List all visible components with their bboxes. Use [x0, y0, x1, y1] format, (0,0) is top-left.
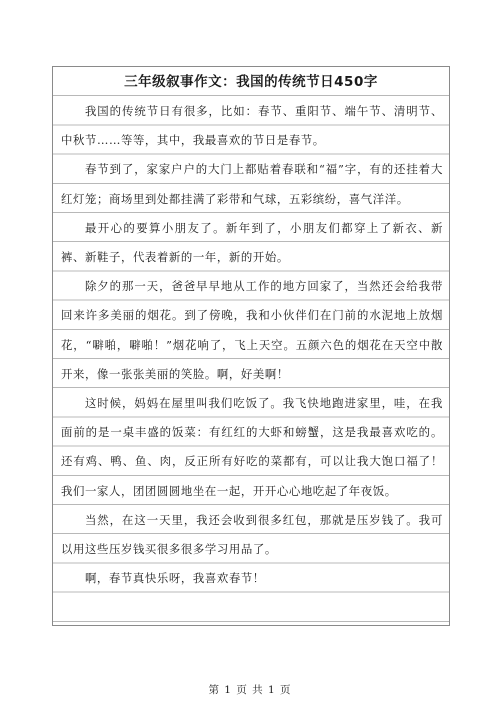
paragraph-3: 最开心的要算小朋友了。新年到了，小朋友们都穿上了新衣、新裤、新鞋子，代表着新的一年，新的开始。	[61, 220, 443, 265]
page-number: 第 1 页 共 1 页	[208, 684, 292, 696]
essay-sheet	[52, 66, 450, 626]
paragraph-4: 除夕的那一天，爸爸早早地从工作的地方回家了，当然还会给我带回来许多美丽的烟花。到了傍晚，我和小伙伴们在门前的水泥地上放烟花，“噼啪，噼啪！”烟花响了，飞上天空。五颜六色的烟花在天空中散开来，像一张张美丽的笑脸。啊，好美啊！	[61, 279, 443, 381]
paragraph-7: 啊，春节真快乐呀，我喜欢春节！	[84, 571, 265, 586]
paragraph-6: 当然，在这一天里，我还会收到很多红包，那就是压岁钱了。我可以用这些压岁钱买很多很多学习用品了。	[61, 512, 443, 557]
essay-body	[61, 97, 443, 593]
paragraph-1: 我国的传统节日有很多，比如：春节、重阳节、端午节、清明节、中秋节……等等，其中，我最喜欢的节日是春节。	[61, 104, 443, 148]
essay-title: 三年级叙事作文：我国的传统节日450字	[124, 74, 378, 90]
paragraph-2: 春节到了，家家户户的大门上都贴着春联和“福”字，有的还挂着大红灯笼；商场里到处都挂满了彩带和气球，五彩缤纷，喜气洋洋。	[61, 162, 443, 206]
paragraph-5: 这时候，妈妈在屋里叫我们吃饭了。我飞快地跑进家里，哇，在我面前的是一桌丰盛的饭菜：有红红的大虾和螃蟹，这是我最喜欢吃的。还有鸡、鸭、鱼、肉，反正所有好吃的菜都有，可以让我大饱口福了！我们一家人，团团圆圆地坐在一起，开开心心地吃起了年夜饭。	[61, 396, 443, 498]
